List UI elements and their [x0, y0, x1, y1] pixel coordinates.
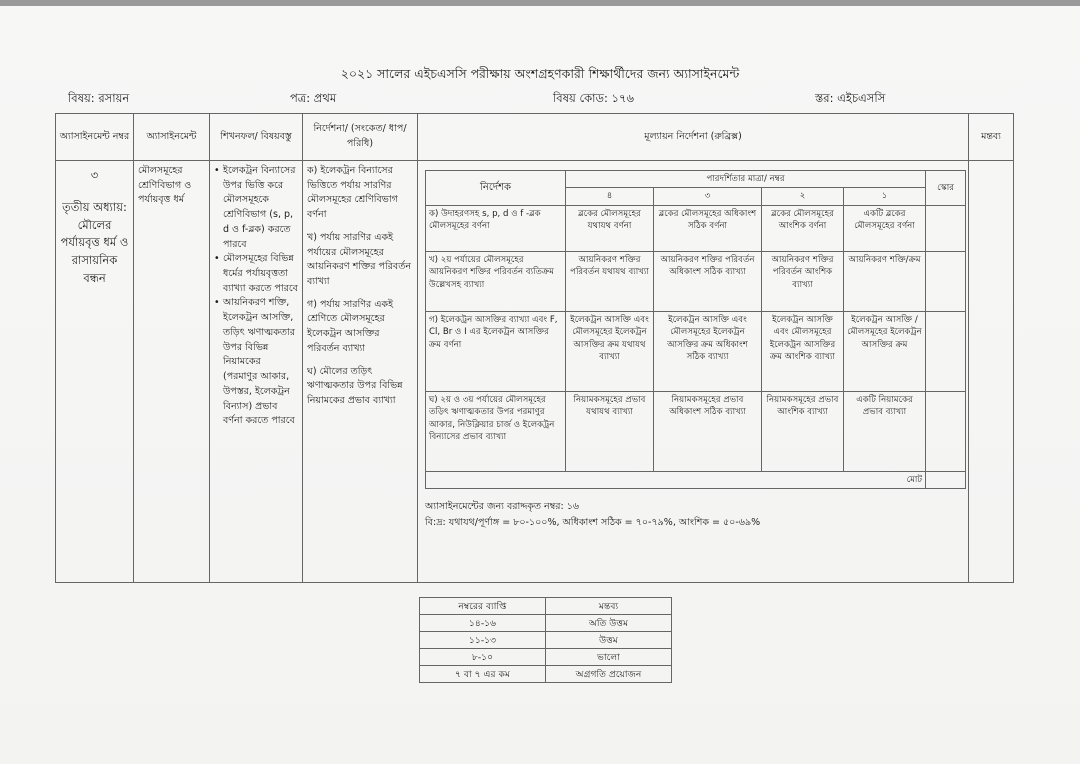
score-remark: উত্তম — [546, 632, 672, 649]
rubric-cell-level-4: নিয়ামকসমূহের প্রভাব যথাযথ ব্যাখ্যা — [566, 391, 654, 471]
rubric-indicator: ক) উদাহরণসহ s, p, d ও f -ব্লক মৌলসমূহের বর্ণনা — [426, 205, 566, 251]
rubric-score-cell — [926, 391, 966, 471]
rubric-cell-level-3: ইলেকট্রন আসক্তি এবং মৌলসমূহের ইলেকট্রন আসক্তির ক্রম অধিকাংশ সঠিক ব্যাখ্যা — [654, 311, 762, 391]
rubric-level-1: ১ — [844, 188, 926, 205]
rubric-cell-level-1: আয়নিকরণ শক্তি/ক্রম — [844, 251, 926, 311]
learning-outcome-cell — [210, 161, 303, 583]
rubric-cell-level-4: ব্লকের মৌলসমূহের যথাযথ বর্ণনা — [566, 205, 654, 251]
rubric-cell-level-4: আয়নিকরণ শক্তির পরিবর্তন যথাযথ ব্যাখ্যা — [566, 251, 654, 311]
rubric-cell-level-1: একটি নিয়ামকের প্রভাব ব্যাখ্যা — [844, 391, 926, 471]
rubric-cell-level-2: নিয়ামকসমূহের প্রভাব আংশিক ব্যাখ্যা — [762, 391, 844, 471]
score-range: ১৪-১৬ — [420, 615, 546, 632]
score-range-table — [419, 597, 672, 683]
rubric-cell-level-2: ব্লকের মৌলসমূহের আংশিক বর্ণনা — [762, 205, 844, 251]
header-instructions: নির্দেশনা/ (সংকেত/ ধাপ/ পরিধি) — [303, 114, 418, 161]
rubric-row — [426, 251, 966, 311]
score-range-row — [420, 615, 672, 632]
rubric-header-row — [426, 171, 966, 188]
rubric-score-cell — [926, 205, 966, 251]
header-assignment: অ্যাসাইনমেন্ট — [134, 114, 210, 161]
header-remarks: মন্তব্য — [969, 114, 1014, 161]
rubric-total-row — [426, 471, 966, 488]
learning-outcome-item: • আয়নিকরণ শক্তি, ইলেকট্রন আসক্তি, তড়িৎ ঋণাত্মকতার উপর বিভিন্ন নিয়ামকের (পরমাণুর আকার, উপস্তর, ইলেকট্রন বিন্যাস) প্রভাব বর্ণনা করতে পারবে — [223, 296, 298, 428]
level-label: স্তর: এইচএসসি — [815, 91, 886, 105]
score-range-row — [420, 632, 672, 649]
learning-outcome-list — [214, 164, 298, 429]
header-rubric: মূল্যায়ন নির্দেশনা (রুব্রিক্স) — [418, 114, 969, 161]
rubric-cell-level-4: ইলেকট্রন আসক্তি এবং মৌলসমূহের ইলেকট্রন আসক্তির ক্রম যথাযথ ব্যাখ্যা — [566, 311, 654, 391]
subject-label: বিষয়: রসায়ন — [68, 91, 130, 105]
assignment-number-cell — [56, 161, 134, 583]
score-range-header-row — [420, 598, 672, 615]
rubric-row — [426, 391, 966, 471]
rubric-table — [425, 170, 966, 489]
rubric-score-cell — [926, 251, 966, 311]
grading-note: বি:দ্র: যথাযথ/পূর্ণাঙ্গ = ৮০-১০০%, অধিকাংশ সঠিক = ৭০-৭৯%, আংশিক = ৫০-৬৯% — [425, 517, 761, 528]
remarks-cell — [969, 161, 1014, 583]
learning-outcome-item: • মৌলসমূহের বিভিন্ন ধর্মের পর্যায়বৃত্ততা ব্যাখ্যা করতে পারবে — [223, 252, 298, 296]
rubric-row — [426, 311, 966, 391]
paper-label: পত্র: প্রথম — [290, 91, 337, 105]
score-remark: ভালো — [546, 649, 672, 666]
header-assignment-no: অ্যাসাইনমেন্ট নম্বর — [56, 114, 134, 161]
rubric-total-label: মোট — [426, 471, 926, 488]
instruction-item: ঘ) মৌলের তড়িৎ ঋণাত্মকতার উপর বিভিন্ন নিয়ামকের প্রভাব ব্যাখ্যা — [307, 365, 403, 407]
score-range-header: নম্বরের ব্যাপ্তি — [420, 598, 546, 615]
rubric-row — [426, 205, 966, 251]
assignment-text-cell: মৌলসমূহের শ্রেণিবিভাগ ও পর্যায়বৃত্ত ধর্ম — [134, 161, 210, 583]
score-range: ১১-১৩ — [420, 632, 546, 649]
header-learning-outcome: শিখনফল/ বিষয়বস্তু — [210, 114, 303, 161]
score-range-row — [420, 666, 672, 683]
subject-code-label: বিষয় কোড: ১৭৬ — [553, 91, 634, 105]
score-range: ৭ বা ৭ এর কম — [420, 666, 546, 683]
score-range-row — [420, 649, 672, 666]
instructions-cell — [303, 161, 418, 583]
assignment-number: ৩ — [90, 168, 99, 182]
rubric-cell-level-1: ইলেকট্রন আসক্তি /মৌলসমূহের ইলেকট্রন আসক্তির ক্রম — [844, 311, 926, 391]
rubric-cell-level-2: আয়নিকরণ শক্তির পরিবর্তন আংশিক ব্যাখ্যা — [762, 251, 844, 311]
assignment-table-header-row — [56, 114, 1014, 161]
score-remark: অতি উত্তম — [546, 615, 672, 632]
rubric-level-2: ২ — [762, 188, 844, 205]
rubric-cell-level-3: আয়নিকরণ শক্তির পরিবর্তন অধিকাংশ সঠিক ব্যাখ্যা — [654, 251, 762, 311]
allocated-marks: অ্যাসাইনমেন্টের জন্য বরাদ্দকৃত নম্বর: ১৬ — [425, 501, 580, 512]
rubric-score-cell — [926, 311, 966, 391]
score-remark-header: মন্তব্য — [546, 598, 672, 615]
rubric-cell-level-3: ব্লকের মৌলসমূহের অধিকাংশ সঠিক বর্ণনা — [654, 205, 762, 251]
document-title: ২০২১ সালের এইচএসসি পরীক্ষায় অংশগ্রহণকারী শিক্ষার্থীদের জন্য অ্যাসাইনমেন্ট — [340, 66, 740, 81]
chapter-name: তৃতীয় অধ্যায়: মৌলের পর্যায়বৃত্ত ধর্ম ও রাসায়নিক বন্ধন — [60, 199, 129, 286]
rubric-level-3: ৩ — [654, 188, 762, 205]
score-range: ৮-১০ — [420, 649, 546, 666]
rubric-indicator-header: নির্দেশক — [426, 171, 566, 206]
score-remark: অগ্রগতি প্রয়োজন — [546, 666, 672, 683]
rubric-total-cell — [926, 471, 966, 488]
learning-outcome-item: • ইলেকট্রন বিন্যাসের উপর ভিত্তি করে মৌলসমূহকে শ্রেণিবিভাগ (s, p, d ও f-ব্লক) করতে পারবে — [223, 164, 298, 252]
rubric-cell-level-2: ইলেকট্রন আসক্তি এবং মৌলসমূহের ইলেকট্রন আসক্তির ক্রম আংশিক ব্যাখ্যা — [762, 311, 844, 391]
rubric-level-header: পারদর্শিতার মাত্রা/ নম্বর — [566, 171, 926, 188]
rubric-indicator: গ) ইলেকট্রন আসক্তির ব্যাখ্যা এবং F, Cl, Br ও I এর ইলেকট্রন আসক্তির ক্রম বর্ণনা — [426, 311, 566, 391]
rubric-score-header: স্কোর — [926, 171, 966, 206]
rubric-cell-level-1: একটি ব্লকের মৌলসমূহের বর্ণনা — [844, 205, 926, 251]
instruction-item: খ) পর্যায় সারণির একই পর্যায়ের মৌলসমূহের আয়নিকরণ শক্তির পরিবর্তন ব্যাখ্যা — [307, 231, 411, 288]
instruction-item: গ) পর্যায় সারণির একই শ্রেণিতে মৌলসমূহের ইলেকট্রন আসক্তির পরিবর্তন ব্যাখ্যা — [307, 298, 394, 354]
instruction-item: ক) ইলেকট্রন বিন্যাসের ভিত্তিতে পর্যায় সারণির মৌলসমূহের শ্রেণিবিভাগ বর্ণনা — [307, 165, 398, 221]
rubric-indicator: খ) ২য় পর্যায়ের মৌলসমূহের আয়নিকরণ শক্তির পরিবর্তন ব্যতিক্রম উল্লেখসহ ব্যাখ্যা — [426, 251, 566, 311]
rubric-level-4: ৪ — [566, 188, 654, 205]
rubric-indicator: ঘ) ২য় ও ৩য় পর্যায়ের মৌলসমূহের তড়িৎ ঋণাত্মকতার উপর পরমাণুর আকার, নিউক্লিয়ার চার্জ ও ইলেকট্রন বিন্যাসের প্রভাব ব্যাখ্যা — [426, 391, 566, 471]
rubric-cell-level-3: নিয়ামকসমূহের প্রভাব অধিকাংশ সঠিক ব্যাখ্যা — [654, 391, 762, 471]
